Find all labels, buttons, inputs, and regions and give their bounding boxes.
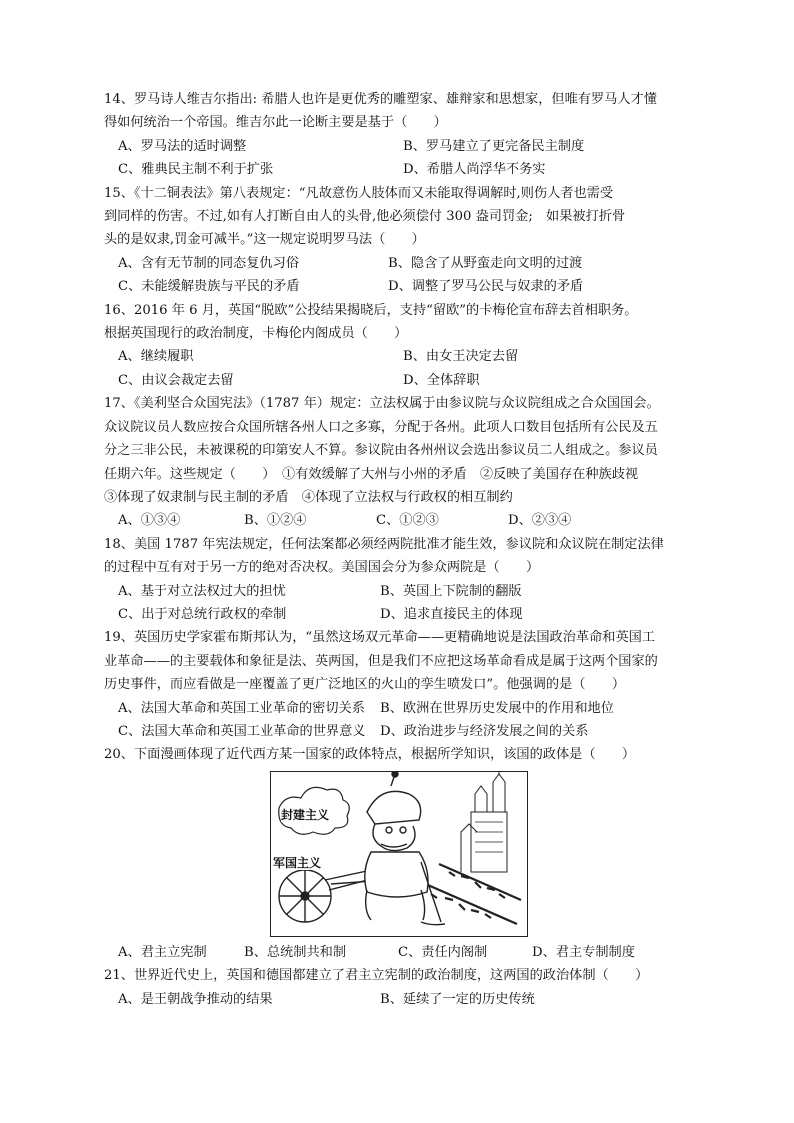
label-militarism: 军国主义 xyxy=(273,855,322,870)
option-d: D、政治进步与经济发展之间的关系 xyxy=(380,723,589,739)
option-d: D、追求直接民主的体现 xyxy=(380,606,523,622)
option-b: B、罗马建立了更完备民主制度 xyxy=(403,138,585,154)
option-a: A、是王朝战争推动的结果 xyxy=(118,991,273,1007)
question-20 xyxy=(104,743,694,964)
option-a: A、君主立宪制 xyxy=(118,944,207,960)
question-stem: 得如何统治一个帝国。维吉尔此一论断主要是基于（ ） xyxy=(104,115,447,131)
question-stem: 众议院议员人数应按合众国所辖各州人口之多寡，分配于各州。此项人口数目包括所有公民及五 xyxy=(104,419,658,435)
option-a: A、基于对立法权过大的担忧 xyxy=(118,583,286,599)
option-b: B、英国上下院制的翻版 xyxy=(380,583,522,599)
political-cartoon xyxy=(270,771,528,937)
question-stem: 14、罗马诗人维吉尔指出: 希腊人也许是更优秀的雕塑家、雄辩家和思想家，但唯有罗马人才懂 xyxy=(104,92,657,107)
question-stem: 历史事件，而应看做是一座覆盖了更广泛地区的火山的孪生喷发口”。他强调的是（ ） xyxy=(104,677,626,693)
option-d: D、希腊人尚浮华不务实 xyxy=(403,162,546,178)
option-c: C、责任内阁制 xyxy=(398,944,488,960)
option-a: A、罗马法的适时调整 xyxy=(118,138,247,154)
option-c: C、雅典民主制不利于扩张 xyxy=(118,162,274,178)
option-d: D、全体辞职 xyxy=(403,372,480,388)
option-a: A、①③④ xyxy=(118,513,181,529)
question-21 xyxy=(104,964,694,1011)
question-17 xyxy=(104,392,694,532)
option-b: B、欧洲在世界历史发展中的作用和地位 xyxy=(380,700,614,716)
question-19 xyxy=(104,626,694,743)
option-b: B、①②④ xyxy=(244,513,307,529)
question-stem: 根据英国现行的政治制度，卡梅伦内阁成员（ ） xyxy=(104,326,408,342)
option-c: C、由议会裁定去留 xyxy=(118,372,234,388)
question-16 xyxy=(104,299,694,393)
option-b: B、隐含了从野蛮走向文明的过渡 xyxy=(388,255,583,271)
question-stem: 21、世界近代史上，英国和德国都建立了君主立宪制的政治制度，这两国的政治体制（ ） xyxy=(104,968,649,984)
exam-page xyxy=(104,88,694,1011)
option-a: A、继续履职 xyxy=(118,349,194,365)
question-stem: ③体现了奴隶制与民主制的矛盾 ④体现了立法权与行政权的相互制约 xyxy=(104,489,513,505)
question-stem: 到同样的伤害。不过,如有人打断自由人的头骨,他必须偿付 300 盎司罚金; 如果被打折骨 xyxy=(104,209,626,225)
option-c: C、未能缓解贵族与平民的矛盾 xyxy=(118,279,300,295)
option-d: D、君主专制制度 xyxy=(532,944,635,960)
option-d: D、调整了罗马公民与奴隶的矛盾 xyxy=(388,279,584,295)
question-stem: 20、下面漫画体现了近代西方某一国家的政体特点，根据所学知识，该国的政体是（ ） xyxy=(104,747,636,763)
question-stem: 分之三非公民，未被课税的印第安人不算。参议院由各州州议会选出参议员二人组成之。参议员 xyxy=(104,443,658,459)
question-stem: 头的是奴隶,罚金可减半。”这一规定说明罗马法（ ） xyxy=(104,232,425,248)
option-c: C、出于对总统行政权的牵制 xyxy=(118,606,287,622)
question-stem: 18、美国 1787 年宪法规定，任何法案都必须经两院批准才能生效，参议院和众议院在制定法律 xyxy=(104,536,664,552)
question-stem: 16、2016 年 6 月，英国“脱欧”公投结果揭晓后，支持“留欧”的卡梅伦宣布辞去首相职务。 xyxy=(104,302,638,318)
question-14 xyxy=(104,88,694,182)
cartoon-drawing xyxy=(271,772,527,936)
option-b: B、由女王决定去留 xyxy=(403,349,519,365)
option-b: B、总统制共和制 xyxy=(244,944,347,960)
option-c: C、法国大革命和英国工业革命的世界意义 xyxy=(118,723,366,739)
question-stem: 任期六年。这些规定（ ） ①有效缓解了大州与小州的矛盾 ②反映了美国存在种族歧视 xyxy=(104,466,639,482)
label-feudalism: 封建主义 xyxy=(281,807,330,822)
question-15 xyxy=(104,182,694,299)
option-c: C、①②③ xyxy=(376,513,439,529)
option-a: A、含有无节制的同态复仇习俗 xyxy=(118,255,299,271)
question-stem: 业革命——的主要载体和象征是法、英两国，但是我们不应把这场革命看成是属于这两个国家的 xyxy=(104,653,658,669)
option-b: B、延续了一定的历史传统 xyxy=(380,991,535,1007)
question-18 xyxy=(104,533,694,627)
question-stem: 17、《美利坚合众国宪法》（1787 年）规定：立法权属于由参议院与众议院组成之合众国国会。 xyxy=(104,396,660,412)
option-a: A、法国大革命和英国工业革命的密切关系 xyxy=(118,700,365,716)
question-stem: 19、英国历史学家霍布斯邦认为，“虽然这场双元革命——更精确地说是法国政治革命和英国工 xyxy=(104,630,656,646)
question-stem: 15、《十二铜表法》第八表规定：“凡故意伤人肢体而又未能取得调解时,则伤人者也需受 xyxy=(104,185,614,201)
option-d: D、②③④ xyxy=(508,513,572,529)
question-stem: 的过程中互有对于另一方的绝对否决权。美国国会分为参众两院是（ ） xyxy=(104,560,540,576)
